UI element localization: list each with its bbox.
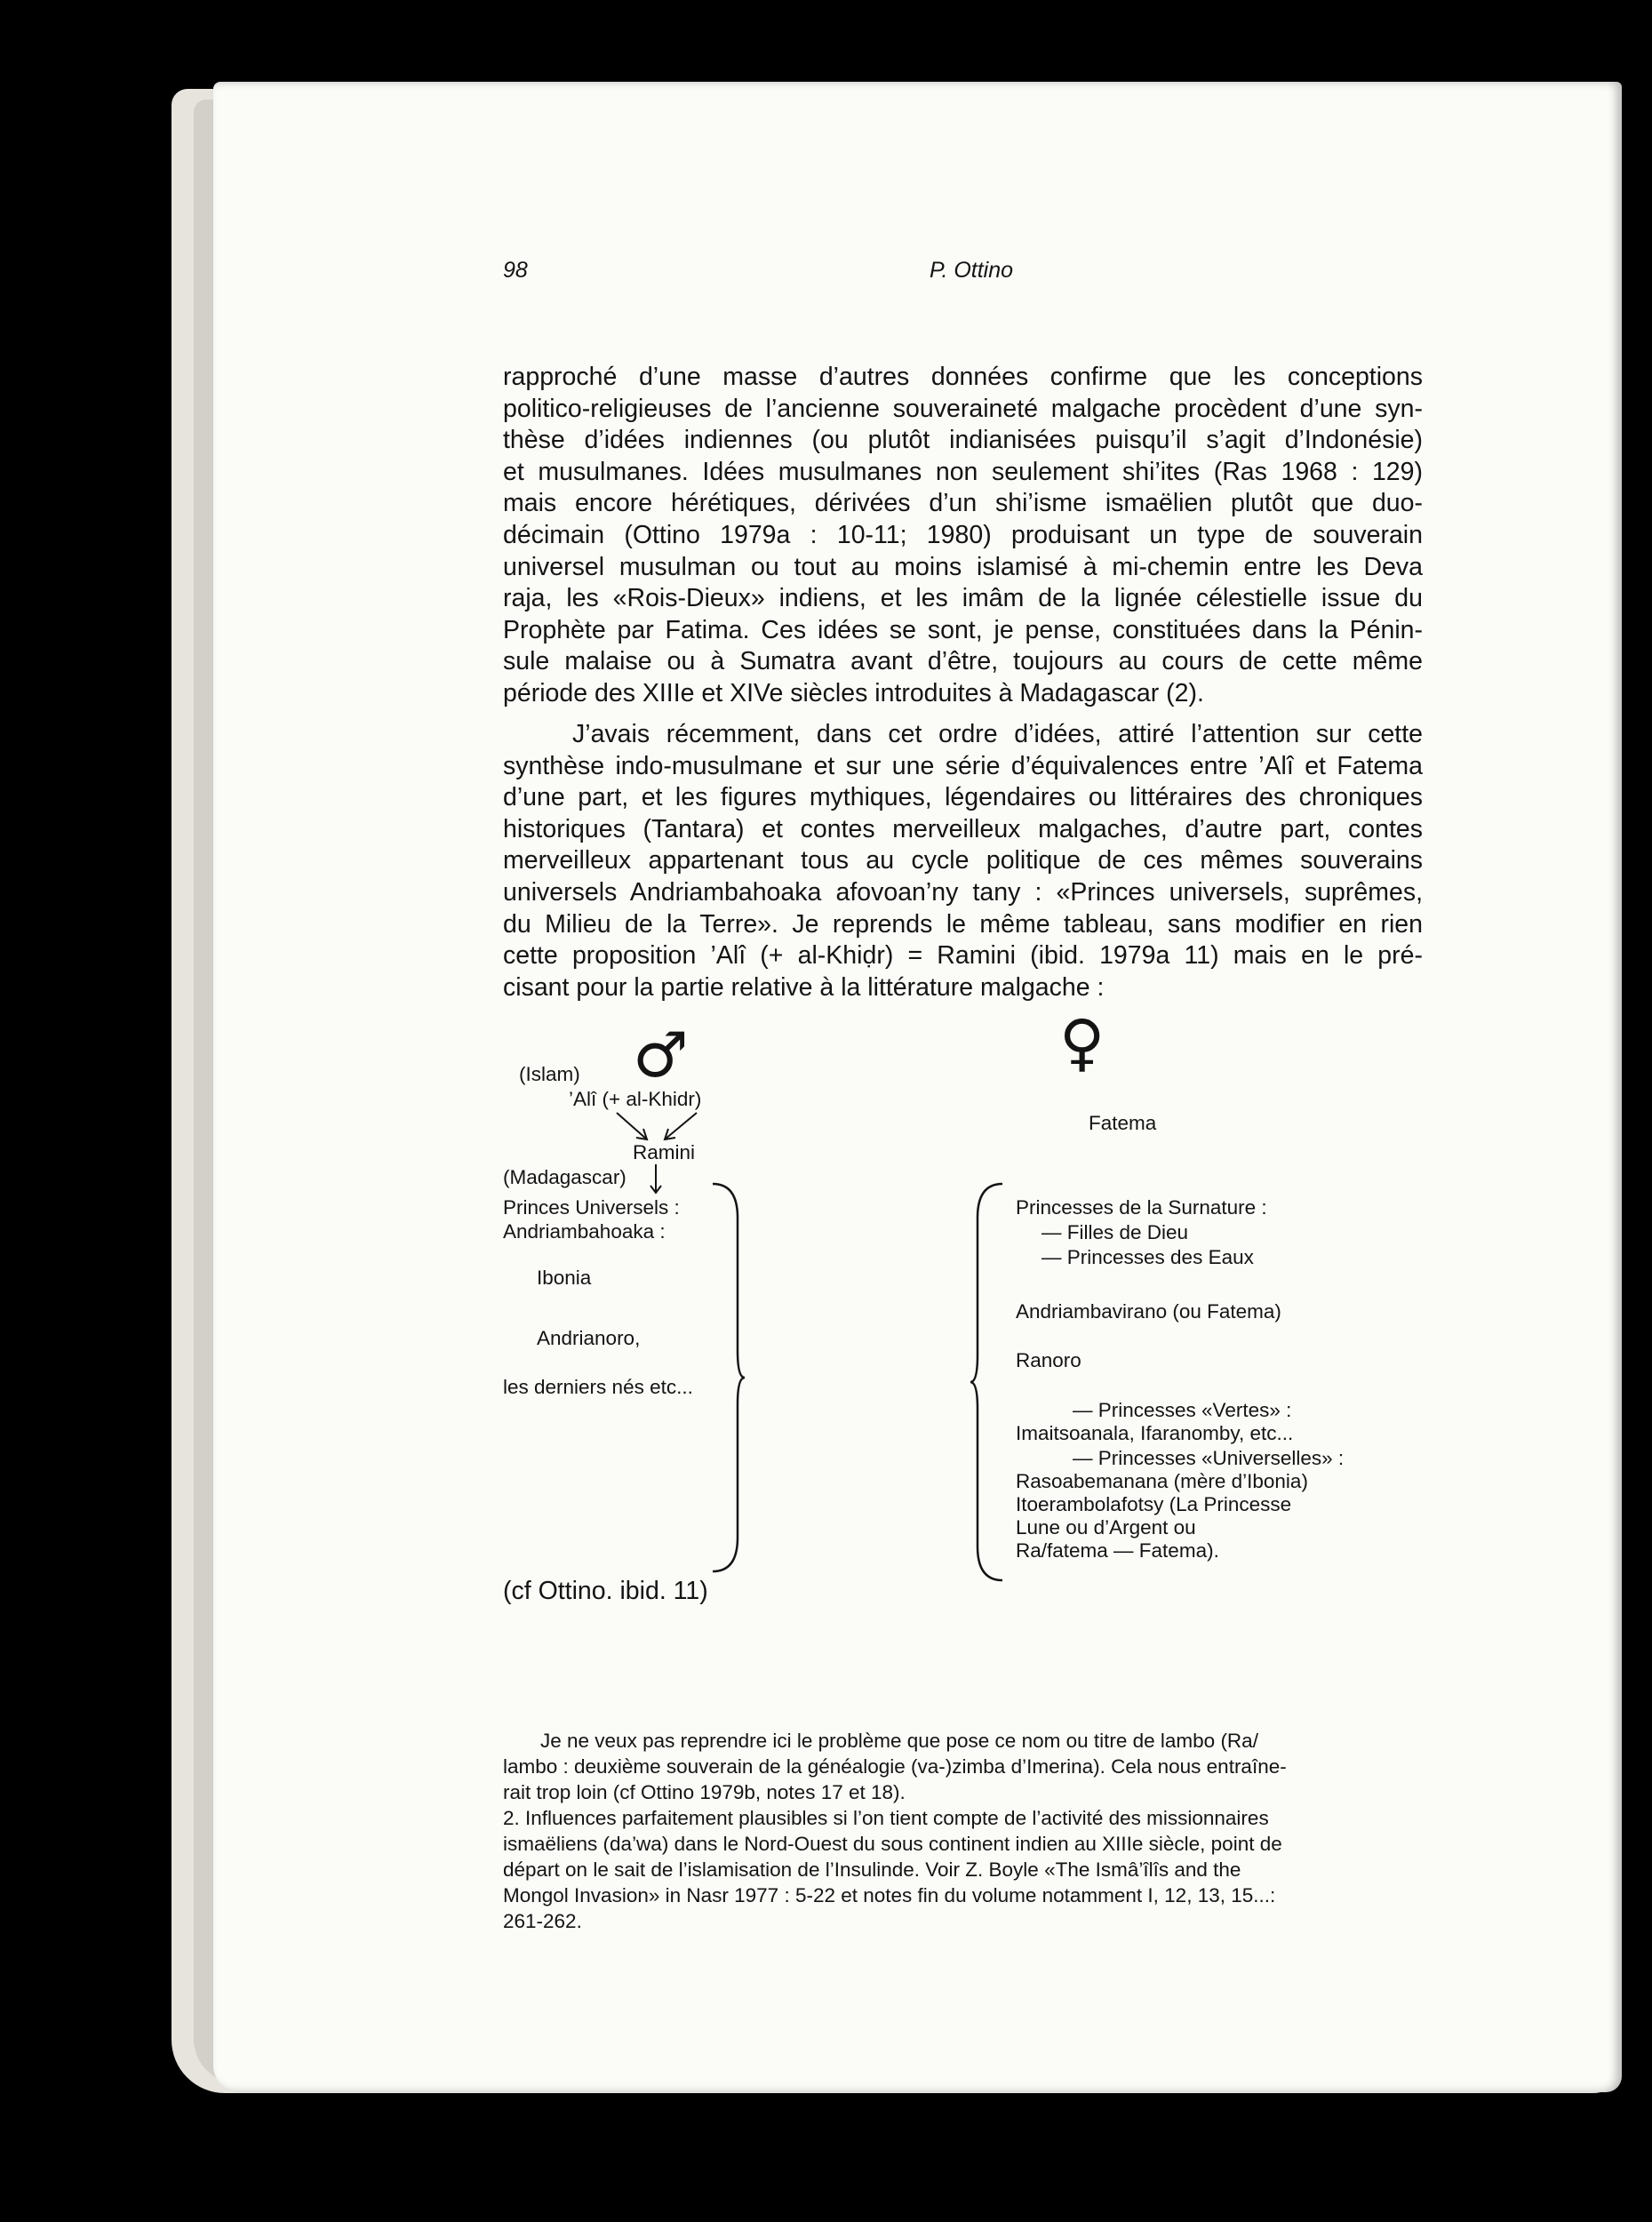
text-line: thèse d’idées indiennes (ou plutôt indianisées puisqu’il s’agit d’Indonésie) (503, 426, 1423, 455)
label-ramini: Ramini (633, 1141, 696, 1163)
down-arrow-icon (647, 1163, 665, 1198)
text-line: universel musulman ou tout au moins islamisé à mi-chemin entre les Deva (503, 552, 1423, 581)
text-line: historiques (Tantara) et contes merveilleux malgaches, d’autre part, contes (503, 814, 1423, 843)
label-itoerambolafotsy: Itoerambolafotsy (La Princesse (1016, 1493, 1292, 1515)
paragraph-1 (503, 362, 1423, 710)
text-line: raja, les «Rois-Dieux» indiens, et les imâm de la lignée célestielle issue du (503, 584, 1423, 613)
text-line: d’une part, et les figures mythiques, légendaires ou littéraires des chroniques (503, 783, 1423, 812)
text-line: synthèse indo-musulmane et sur une série d’équivalences entre ’Alî et Fatema (503, 751, 1423, 780)
figure-citation: (cf Ottino. ibid. 11) (503, 1577, 708, 1605)
label-islam: (Islam) (519, 1063, 580, 1085)
footnote-line: Mongol Invasion» in Nasr 1977 : 5-22 et notes fin du volume notamment I, 12, 13, 15...: (503, 1884, 1276, 1906)
text-line: du Milieu de la Terre». Je reprends le même tableau, sans modifier en rien (503, 909, 1423, 939)
male-symbol-icon: ♂ (633, 1019, 689, 1091)
text-line: cisant pour la partie relative à la littérature malgache : (503, 972, 1105, 1002)
label-lune: Lune ou d’Argent ou (1016, 1516, 1196, 1539)
text-line: merveilleux appartenant tous au cycle politique de ces mêmes souverains (503, 846, 1423, 875)
footnote-line: lambo : deuxième souverain de la généalogie (va-)zimba d’Imerina). Cela nous entraîne- (503, 1755, 1287, 1778)
label-ali: ’Alî (+ al-Khidr) (569, 1088, 702, 1110)
converging-arrows-icon (613, 1109, 702, 1145)
label-rasoabemanana: Rasoabemanana (mère d’Ibonia) (1016, 1470, 1308, 1492)
label-filles-de-dieu: — Filles de Dieu (1041, 1221, 1189, 1243)
label-princesses-vertes: — Princesses «Vertes» : (1073, 1399, 1292, 1421)
footnote-line: 261-262. (503, 1910, 582, 1932)
label-princesses-eaux: — Princesses des Eaux (1041, 1246, 1254, 1268)
label-andriambavirano: Andriambavirano (ou Fatema) (1016, 1300, 1281, 1323)
label-madagascar: (Madagascar) (503, 1166, 626, 1188)
label-ibonia: Ibonia (537, 1267, 592, 1289)
footnote-line: ismaëliens (da’wa) dans le Nord-Ouest du sous continent indien au XIIIe siècle, point de (503, 1833, 1282, 1855)
closing-brace (711, 1182, 746, 1573)
label-fatema: Fatema (1089, 1112, 1157, 1134)
footnote-line: rait trop loin (cf Ottino 1979b, notes 17 et 18). (503, 1781, 906, 1803)
text-line: sule malaise ou à Sumatra avant d’être, toujours au cours de cette même (503, 647, 1423, 676)
female-symbol-icon: ♀ (1059, 1006, 1105, 1079)
label-princesses-universelles: — Princesses «Universelles» : (1073, 1447, 1345, 1469)
running-title: P. Ottino (930, 258, 1014, 283)
footnote-line: 2. Influences parfaitement plausibles si l’on tient compte de l’activité des missionnaires (503, 1807, 1269, 1829)
text-line: Prophète par Fatima. Ces idées se sont, je pense, constituées dans la Pénin- (503, 615, 1423, 644)
text-line: rapproché d’une masse d’autres données confirme que les conceptions (503, 363, 1423, 391)
text-line: universels Andriambahoaka afovoan’ny tany : «Princes universels, suprêmes, (503, 877, 1423, 907)
label-imaitsoanala: Imaitsoanala, Ifaranomby, etc... (1016, 1422, 1294, 1444)
label-princes-universels: Princes Universels : (503, 1196, 680, 1219)
text-line: et musulmanes. Idées musulmanes non seulement shi’ites (Ras 1968 : 129) (503, 457, 1423, 486)
page-number: 98 (503, 258, 528, 283)
text-line: période des XIIIe et XIVe siècles introduites à Madagascar (2). (503, 678, 1204, 707)
text-line: politico-religieuses de l’ancienne souveraineté malgache procèdent d’une syn- (503, 394, 1423, 423)
opening-brace (969, 1182, 1004, 1582)
text-line: cette proposition ’Alî (+ al-Khiḍr) = Ramini (ibid. 1979a 11) mais en le pré- (503, 941, 1423, 971)
text-line: J’avais récemment, dans cet ordre d’idées, attiré l’attention sur cette (572, 720, 1423, 748)
label-derniers-nes: les derniers nés etc... (503, 1376, 693, 1398)
text-line: décimain (Ottino 1979a : 10-11; 1980) produisant un type de souverain (503, 520, 1423, 549)
text-line: mais encore hérétiques, dérivées d’un shi’isme ismaëlien plutôt que duo- (503, 489, 1423, 518)
footnote-line: Je ne veux pas reprendre ici le problème que pose ce nom ou titre de lambo (Ra/ (540, 1730, 1258, 1752)
footnote-line: départ on le sait de l’islamisation de l’Insulinde. Voir Z. Boyle «The Ismâ’îlîs and the (503, 1858, 1241, 1881)
label-andrianoro: Andrianoro, (537, 1327, 641, 1349)
paragraph-2 (503, 719, 1423, 1003)
label-rafatema: Ra/fatema — Fatema). (1016, 1539, 1219, 1562)
label-princesses-surnature: Princesses de la Surnature : (1016, 1196, 1267, 1219)
label-andriambahoaka: Andriambahoaka : (503, 1220, 666, 1243)
label-ranoro: Ranoro (1016, 1349, 1081, 1371)
